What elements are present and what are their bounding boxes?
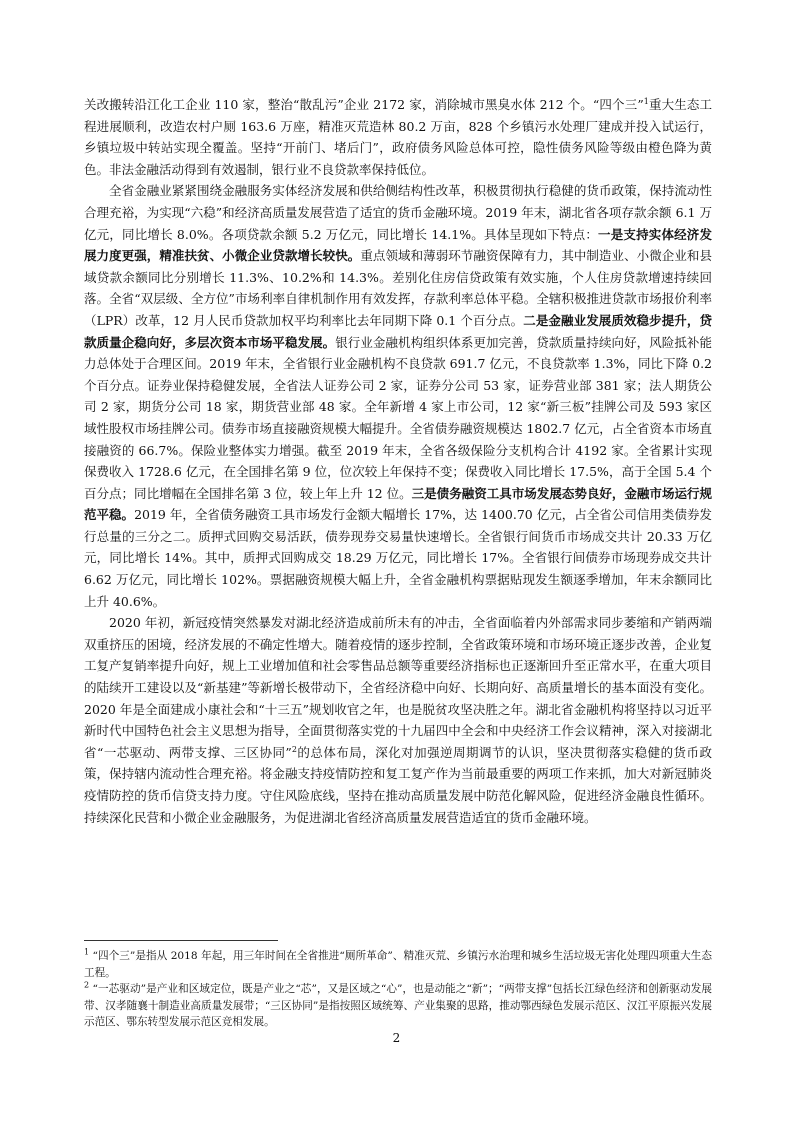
footnote-text: “四个三”是指从 2018 年起，用三年时间在全省推进“厕所革命”、精准灭荒、乡镇污水治理和城乡生活垃圾无害化处理四项重大生态工程。 — [84, 950, 712, 979]
bold-heading-1: 一是支持实体经济发展力度更强，精准扶贫、小微企业贷款增长较快。 — [84, 226, 712, 264]
footnotes — [84, 948, 712, 1031]
text-span: 银行业金融机构组织体系更加完善，贷款质量持续向好，风险抵补能力总体处于合理区间。2019 年末，全省银行业金融机构不良贷款 691.7 亿元，不良贷款率 1.3%，同比下降 0.2 个百分点。证券业保持稳健发展，全省法人证券公司 2 家，证券分公司 53 家，证券营业部 381 家；法人期货公司 2 家，期货分公司 18 家，期货营业部 48 家。全年新增 4 家上市公司，12 家“新三板”挂牌公司及 593 家区域性股权市场挂牌公司。债券市场直接融资规模大幅提升。全省债券融资规模达 1802.7 亿元，占全省资本市场直接融资的 66.7%。保险业整体实力增强。截至 2019 年末，全省各级保险分支机构合计 4192 家。全省累计实现保费收入 1728.6 亿元，在全国排名第 9 位，位次较上年保持不变；保费收入同比增长 17.5%，高于全国 5.4 个百分点；同比增幅在全国排名第 3 位，较上年上升 12 位。 — [84, 334, 712, 501]
paragraph-3 — [84, 612, 712, 828]
text-span: 的总体布局，深化对加强逆周期调节的认识，坚决贯彻落实稳健的货币政策，保持辖内流动性合理充裕。将金融支持疫情防控和复工复产作为当前最重要的两项工作来抓，加大对新冠肺炎疫情防控的货币信贷支持力度。守住风险底线，坚持在推动高质量发展中防范化解风险，促进经济金融良性循环。持续深化民营和小微企业金融服务，为促进湖北省经济高质量发展营造适宜的货币金融环境。 — [84, 744, 712, 825]
paragraph-1 — [84, 94, 712, 180]
text-span: 2020 年初，新冠疫情突然暴发对湖北经济造成前所未有的冲击，全省面临着内外部需求同步萎缩和产销两端双重挤压的困境，经济发展的不确定性增大。随着疫情的逐步控制，全省政策环境和市场环境正逐步改善，企业复工复产复销率提升向好，规上工业增加值和社会零售品总额等重要经济指标也正逐渐回升至正常水平，在重大项目的陆续开工建设以及“新基建”等新增长极带动下，全省经济稳中向好、长期向好、高质量增长的基本面没有变化。2020 年是全面建成小康社会和“十三五”规划收官之年，也是脱贫攻坚决胜之年。湖北省金融机构将坚持以习近平新时代中国特色社会主义思想为指导，全面贯彻落实党的十九届四中全会和中央经济工作会议精神，深入对接湖北省“一芯驱动、两带支撑、三区协同” — [84, 615, 712, 760]
text-span: 全省金融业紧紧围绕金融服务实体经济发展和供给侧结构性改革，积极贯彻执行稳健的货币政策，保持流动性合理充裕，为实现“六稳”和经济高质量发展营造了适宜的货币金融环境。2019 年末，湖北省各项存款余额 6.1 万亿元，同比增长 8.0%。各项贷款余额 5.2 万亿元，同比增长 14.1%。具体呈现如下特点： — [84, 183, 712, 242]
footnote-mark: 2 — [84, 980, 90, 990]
footnote-mark: 1 — [84, 947, 90, 957]
text-span: 关改搬转沿江化工企业 110 家，整治“散乱污”企业 2172 家，消除城市黑臭水体 212 个。“四个三” — [84, 97, 644, 112]
bold-heading-2: 二是金融业发展质效稳步提升，贷款质量企稳向好，多层次资本市场平稳发展。 — [84, 312, 712, 350]
text-span: 重点领域和薄弱环节融资保障有力，其中制造业、小微企业和县域贷款余额同比分别增长 11.3%、10.2%和 14.3%。差别化住房信贷政策有效实施，个人住房贷款增速持续回落。全省“双层级、全方位”市场利率自律机制作用有效发挥，存款利率总体平稳。全辖积极推进贷款市场报价利率（LPR）改革，12 月人民币贷款加权平均利率比去年同期下降 0.1 个百分点。 — [84, 248, 712, 328]
footnote-ref-2: 2 — [291, 744, 297, 754]
footnote-text: “一芯驱动”是产业和区域定位，既是产业之“芯”，又是区域之“心”，也是动能之“新”；“两带支撑”包括长江绿色经济和创新驱动发展带、汉孝随襄十制造业高质量发展带；“三区协同”是指按照区域统筹、产业集聚的思路，推动鄂西绿色发展示范区、汉江平原振兴发展示范区、鄂东转型发展示范区竞相发展。 — [84, 983, 712, 1028]
footnote-2 — [84, 981, 712, 1031]
paragraph-2 — [84, 180, 712, 612]
footnote-1 — [84, 948, 712, 981]
text-span: 重大生态工程进展顺利，改造农村户厕 163.6 万座，精准灭荒造林 80.2 万亩，828 个乡镇污水处理厂建成并投入试运行，乡镇垃圾中转站实现全覆盖。坚持“开前门、堵后门”，政府债务风险总体可控，隐性债务风险等级由橙色降为黄色。非法金融活动得到有效遏制，银行业不良贷款率保持低位。 — [84, 97, 712, 177]
page-number: 2 — [392, 1031, 401, 1045]
bold-heading-3: 三是债务融资工具市场发展态势良好，金融市场运行规范平稳。 — [84, 485, 712, 523]
body-text — [84, 94, 712, 828]
footnote-ref-1: 1 — [643, 96, 649, 106]
footnote-separator — [84, 940, 278, 941]
text-span: 2019 年，全省债务融资工具市场发行金额大幅增长 17%，达 1400.70 亿元，占全省公司信用类债券发行总量的三分之二。质押式回购交易活跃，债券现券交易量快速增长。全省银行间货币市场成交共计 20.33 万亿元，同比增长 14%。其中，质押式回购成交 18.29 万亿元，同比增长 17%。全省银行间债券市场现券成交共计 6.62 万亿元，同比增长 102%。票据融资规模大幅上升，全省金融机构票据贴现发生额逐季增加，年末余额同比上升 40.6%。 — [84, 507, 712, 609]
